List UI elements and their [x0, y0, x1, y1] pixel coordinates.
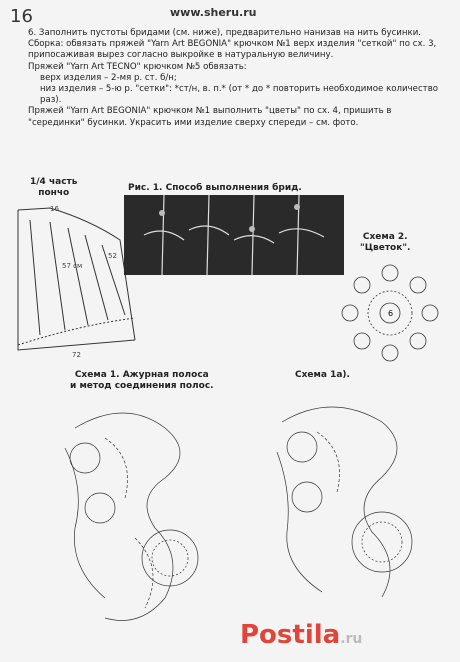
instruction-assembly: Сборка: обвязать пряжей "Yarn Art BEGONIA" крючком №1 верх изделия "сеткой" по сх. 3, припосаживая вырез согласно выкройке в натуральную величину.	[28, 39, 437, 61]
dim-72: 72	[72, 351, 81, 359]
site-url: www.sheru.ru	[170, 6, 257, 19]
poncho-label: 1/4 часть пончо	[30, 177, 78, 198]
page-number: 16	[10, 6, 33, 27]
dim-16: 16	[50, 205, 59, 213]
fig1-title: Рис. 1. Способ выполнения брид.	[128, 183, 302, 193]
instruction-flowers: Пряжей "Yarn Art BEGONIA" крючком №1 выполнить "цветы" по сх. 4, пришить в "серединки" бусинки. Украсить ими изделие сверху спереди – см. фото.	[28, 106, 392, 128]
scheme2-title: Схема 2. "Цветок".	[360, 232, 411, 253]
fig1-photo	[124, 195, 344, 275]
instruction-top: верх изделия – 2-мя р. ст. б/н;	[40, 72, 177, 83]
instruction-step-6: 6. Заполнить пустоты бридами (см. ниже), предварительно нанизав на нить бусинки.	[28, 28, 422, 38]
scheme1a-title: Схема 1а).	[295, 370, 350, 380]
scheme2-flower	[335, 258, 445, 368]
scheme1-pattern	[45, 398, 225, 638]
instruction-tecno: Пряжей "Yarn Art TECNO" крючком №5 обвязать:	[28, 61, 247, 72]
instructions	[28, 28, 448, 129]
logo-suffix: .ru	[340, 631, 363, 647]
flower-center-label: 6	[388, 309, 394, 318]
instruction-bottom: низ изделия – 5-ю р. "сетки": *ст/н, в. п.* (от * до * повторить необходимое количество раз).	[40, 84, 439, 106]
scheme1a-pattern	[262, 392, 432, 622]
postila-logo	[240, 620, 362, 650]
dim-57: 57 см	[62, 262, 83, 270]
dim-52: 52	[108, 252, 117, 260]
scheme1-title: Схема 1. Ажурная полоса и метод соединения полос.	[70, 370, 214, 391]
logo-text: Postila	[240, 620, 341, 650]
